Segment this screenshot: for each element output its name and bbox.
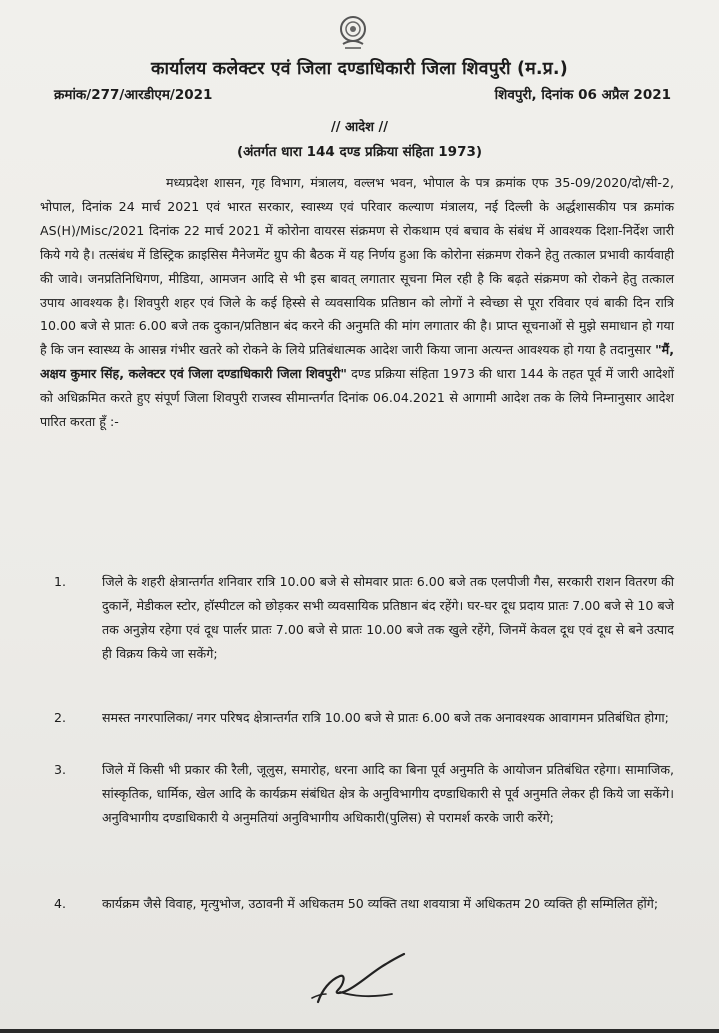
list-item-number: 3.	[54, 762, 67, 777]
intro-text-bold: "मैं, अक्षय कुमार सिंह, कलेक्टर एवं जिला दण्डाधिकारी जिला शिवपुरी"	[40, 342, 674, 382]
list-item-number: 4.	[54, 896, 67, 911]
list-item	[40, 706, 674, 730]
list-item	[40, 570, 674, 666]
office-title: कार्यालय कलेक्टर एवं जिला दण्डाधिकारी जिला शिवपुरी (म.प्र.)	[151, 59, 568, 79]
order-subtitle: (अंतर्गत धारा 144 दण्ड प्रक्रिया संहिता 1973)	[236, 144, 483, 160]
list-item	[40, 758, 674, 830]
list-item-text: जिले के शहरी क्षेत्रान्तर्गत शनिवार रात्रि 10.00 बजे से सोमवार प्रातः 6.00 बजे तक एलपीजी गैस, सरकारी राशन वितरण की दुकानें, मेडीकल स्टोर, हॉस्पीटल को छोड़कर सभी व्यवसायिक प्रतिष्ठान बंद रहेंगे। घर-घर दूध प्रदाय प्रातः 7.00 बजे से 10 बजे तक अनुज्ञेय रहेगा एवं दूध पार्लर प्रातः 7.00 बजे से प्रातः 10.00 बजे तक खुले रहेंगे, जिनमें केवल दूध एवं दूध से बने उत्पाद ही विक्रय किये जा सकेंगे;	[102, 574, 674, 661]
reference-number: क्रमांक/277/आरडीएम/2021	[54, 87, 213, 103]
intro-text-part1: मध्यप्रदेश शासन, गृह विभाग, मंत्रालय, वल्लभ भवन, भोपाल के पत्र क्रमांक एफ 35-09/2020/दो/सी-2, भोपाल, दिनांक 24 मार्च 2021 एवं भारत सरकार, स्वास्थ्य एवं परिवार कल्याण मंत्रालय, नई दिल्ली के अर्द्धशासकीय पत्र क्रमांक AS(H)/Misc/2021 दिनांक 22 मार्च 2021 में कोरोना वायरस संक्रमण से रोकथाम एवं बचाव के संबंध में आवश्यक दिशा-निर्देश जारी किये गये है। तत्संबंध में डिस्ट्रिक क्राइसिस मैनेजमेंट ग्रुप की बैठक में यह निर्णय हुआ कि कोरोना संक्रमण रोकने हेतु तत्काल प्रभावी कार्यवाही की जावे। जनप्रतिनिधिगण, मीडिया, आमजन आदि से भी इस बावत् लगातार सूचना मिल रही है कि बढ़ते संक्रमण को रोकने हेतु तत्काल उपाय आवश्यक है। शिवपुरी शहर एवं जिले के कई हिस्से से व्यवसायिक प्रतिष्ठान को लोगों ने स्वेच्छा से पूरा रविवार एवं बाकी दिन रात्रि 10.00 बजे से प्रातः 6.00 बजे तक दुकान/प्रतिष्ठान बंद करने की अनुमति की मांग लगातार की है। प्राप्त सूचनाओं से मुझे समाधान हो गया है कि जन स्वास्थ्य के आसन्न गंभीर खतरे को रोकने के लिये प्रतिबंधात्मक आदेश जारी किया जाना अत्यन्त आवश्यक हो गया है तदानुसार	[40, 175, 674, 358]
place-date: शिवपुरी, दिनांक 06 अप्रैल 2021	[494, 87, 671, 103]
list-item-text: समस्त नगरपालिका/ नगर परिषद क्षेत्रान्तर्गत रात्रि 10.00 बजे से प्रातः 6.00 बजे तक अनावश्यक आवागमन प्रतिबंधित होगा;	[102, 710, 669, 725]
intro-paragraph	[40, 171, 674, 434]
handwritten-signature	[300, 950, 410, 1006]
intro-text-part2: दण्ड प्रक्रिया संहिता 1973 की धारा 144 के तहत पूर्व में जारी आदेशों को अधिक्रमित करते हुए संपूर्ण जिला शिवपुरी राजस्व सीमान्तर्गत दिनांक 06.04.2021 से आगामी आदेश तक के लिये निम्नानुसार आदेश पारित करता हूँ :-	[40, 366, 674, 430]
bottom-edge-bar	[0, 1029, 719, 1033]
list-item-text: जिले में किसी भी प्रकार की रैली, जूलुस, समारोह, धरना आदि का बिना पूर्व अनुमति के आयोजन प्रतिबंधित रहेगा। सामाजिक, सांस्कृतिक, धार्मिक, खेल आदि के कार्यक्रम संबंधित क्षेत्र के अनुविभागीय दण्डाधिकारी से पूर्व अनुमति लेकर ही किये जा सकेंगे। अनुविभागीय दण्डाधिकारी ये अनुमतियां अनुविभागीय अधिकारी(पुलिस) से परामर्श करके जारी करेंगे;	[102, 762, 674, 825]
state-emblem-icon	[337, 14, 369, 50]
list-item	[40, 892, 674, 916]
order-title: // आदेश //	[330, 120, 389, 135]
list-item-number: 2.	[54, 710, 67, 725]
list-item-number: 1.	[54, 574, 67, 589]
list-item-text: कार्यक्रम जैसे विवाह, मृत्युभोज, उठावनी में अधिकतम 50 व्यक्ति तथा शवयात्रा में अधिकतम 20 व्यक्ति ही सम्मिलित होंगे;	[102, 896, 659, 911]
